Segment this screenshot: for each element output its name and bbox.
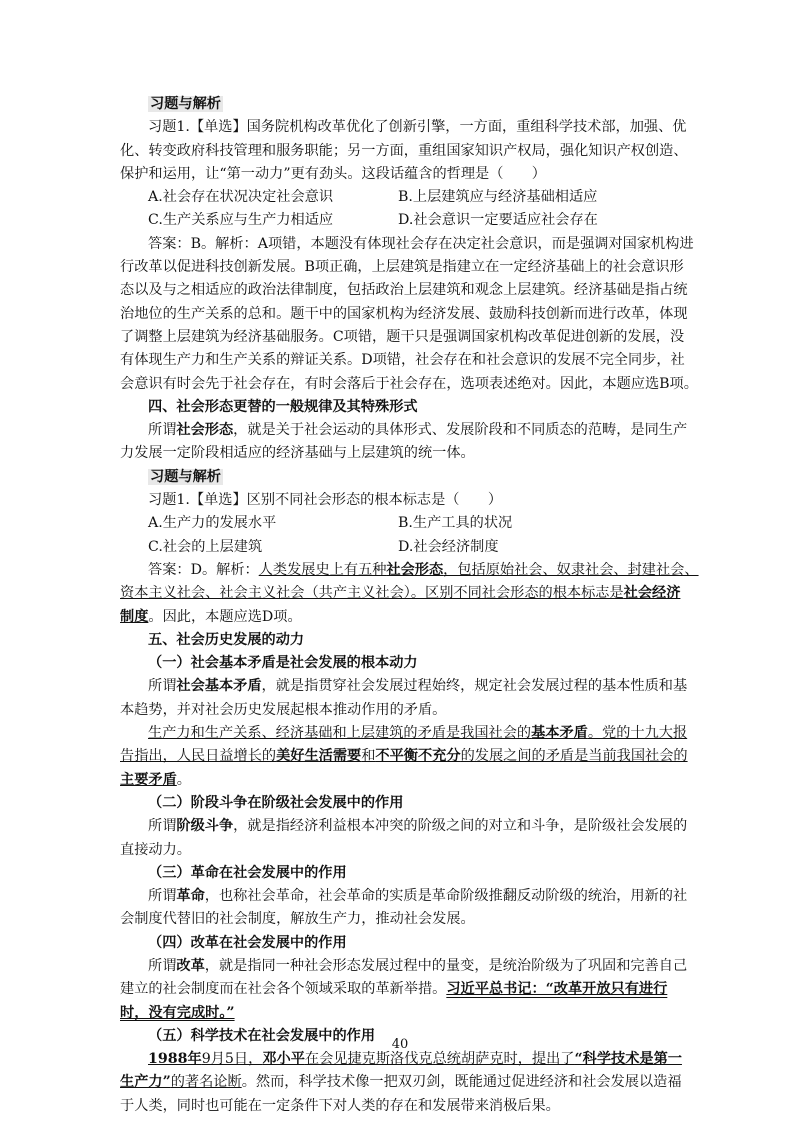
subsection-heading: （三）革命在社会发展中的作用 xyxy=(148,864,347,881)
answer-text: 态以及与之相适应的政治法律制度，包括政治上层建筑和观念上层建筑。经济基础是指占统 xyxy=(120,282,688,299)
subsection-heading: （五）科学技术在社会发展中的作用 xyxy=(148,1027,376,1044)
option-a: A.生产力的发展水平 xyxy=(148,515,277,532)
section-heading: 五、社会历史发展的动力 xyxy=(148,631,305,648)
section-heading: 四、社会形态更替的一般规律及其特殊形式 xyxy=(148,398,418,415)
answer-text: 行改革以促进科技创新发展。B项正确，上层建筑是指建立在一定经济基础上的社会意识形 xyxy=(120,259,684,276)
paragraph: 生产力和生产关系、经济基础和上层建筑的矛盾是我国社会的基本矛盾。党的十九大报 xyxy=(148,725,688,742)
paragraph: 所谓革命，也称社会革命，社会革命的实质是革命阶级推翻反动阶级的统治，用新的社 xyxy=(148,888,688,905)
paragraph: 本趋势，并对社会历史发展起根本推动作用的矛盾。 xyxy=(120,701,447,718)
option-b: B.生产工具的状况 xyxy=(398,515,513,532)
paragraph: 时，没有完成时。” xyxy=(120,1004,235,1021)
paragraph: 所谓社会形态，就是关于社会运动的具体形式、发展阶段和不同质态的范畴，是同生产 xyxy=(148,422,688,439)
answer-text: 治地位的生产关系的总和。题干中的国家机构为经济发展、鼓励科技创新而进行改革，体现 xyxy=(120,305,688,322)
answer-text: 答案：B。解析：A项错，本题没有体现社会存在决定社会意识，而是强调对国家机构进 xyxy=(148,235,694,252)
paragraph: 直接动力。 xyxy=(120,841,191,858)
page-number: 40 xyxy=(391,1037,409,1052)
options-row xyxy=(120,209,680,232)
paragraph: 生产力”的著名论断。然而，科学技术像一把双刃剑，既能通过促进经济和社会发展以造福 xyxy=(120,1074,682,1091)
options-row xyxy=(120,512,680,535)
option-d: D.社会经济制度 xyxy=(398,538,499,555)
paragraph: 所谓阶级斗争，就是指经济利益根本冲突的阶级之间的对立和斗争，是阶级社会发展的 xyxy=(148,818,688,835)
question-text: 习题1.【单选】区别不同社会形态的根本标志是（ ） xyxy=(148,492,503,509)
question-text: 习题1.【单选】国务院机构改革优化了创新引擎，一方面，重组科学技术部，加强、优 xyxy=(148,119,687,136)
options-row xyxy=(120,536,680,559)
paragraph: 力发展一定阶段相适应的经济基础与上层建筑的统一体。 xyxy=(120,445,475,462)
answer-text: 有体现生产力和生产关系的辩证关系。D项错，社会存在和社会意识的发展不完全同步，社 xyxy=(120,352,685,369)
exercise-title: 习题与解析 xyxy=(150,468,221,485)
paragraph: 主要矛盾。 xyxy=(120,771,191,788)
paragraph: 于人类，同时也可能在一定条件下对人类的存在和发展带来消极后果。 xyxy=(120,1097,560,1114)
paragraph: 建立的社会制度而在社会各个领域采取的革新举措。习近平总书记：“改革开放只有进行 xyxy=(120,981,668,998)
option-c: C.社会的上层建筑 xyxy=(148,538,263,555)
answer-text: 制度。因此，本题应选D项。 xyxy=(120,608,302,625)
subsection-heading: （二）阶段斗争在阶级社会发展中的作用 xyxy=(148,794,404,811)
options-row xyxy=(120,186,680,209)
exercise-title: 习题与解析 xyxy=(150,96,221,112)
subsection-heading: （一）社会基本矛盾是社会发展的根本动力 xyxy=(148,655,418,672)
paragraph: 告指出，人民日益增长的美好生活需要和不平衡不充分的发展之间的矛盾是当前我国社会的 xyxy=(120,748,688,765)
paragraph: 1988年9月5日，邓小平在会见捷克斯洛伐克总统胡萨克时，提出了“科学技术是第一 xyxy=(148,1051,682,1068)
answer-text: 答案：D。解析：人类发展史上有五种社会形态，包括原始社会、奴隶社会、封建社会、 xyxy=(148,561,699,578)
option-d: D.社会意识一定要适应社会存在 xyxy=(398,212,598,229)
question-text: 保护和运用，让“第一动力”更有劲头。这段话蕴含的哲理是（ ） xyxy=(120,165,546,182)
answer-text: 会意识有时会先于社会存在，有时会落后于社会存在，选项表述绝对。因此，本题应选B项。 xyxy=(120,375,698,392)
paragraph: 所谓社会基本矛盾，就是指贯穿社会发展过程始终，规定社会发展过程的基本性质和基 xyxy=(148,678,688,695)
option-c: C.生产关系应与生产力相适应 xyxy=(148,212,334,229)
answer-text: 资本主义社会、社会主义社会（共产主义社会）。区别不同社会形态的根本标志是社会经济 xyxy=(120,585,681,602)
paragraph: 所谓改革，就是指同一种社会形态发展过程中的量变，是统治阶级为了巩固和完善自己 xyxy=(148,957,688,974)
page-content xyxy=(120,93,699,1118)
answer-text: 了调整上层建筑为经济基础服务。C项错，题干只是强调国家机构改革促进创新的发展，没 xyxy=(120,328,685,345)
subsection-heading: （四）改革在社会发展中的作用 xyxy=(148,934,347,951)
option-b: B.上层建筑应与经济基础相适应 xyxy=(398,189,598,206)
question-text: 化、转变政府科技管理和服务职能；另一方面，重组国家知识产权局，强化知识产权创造、 xyxy=(120,142,688,159)
option-a: A.社会存在状况决定社会意识 xyxy=(148,189,334,206)
paragraph: 会制度代替旧的社会制度，解放生产力，推动社会发展。 xyxy=(120,911,475,928)
